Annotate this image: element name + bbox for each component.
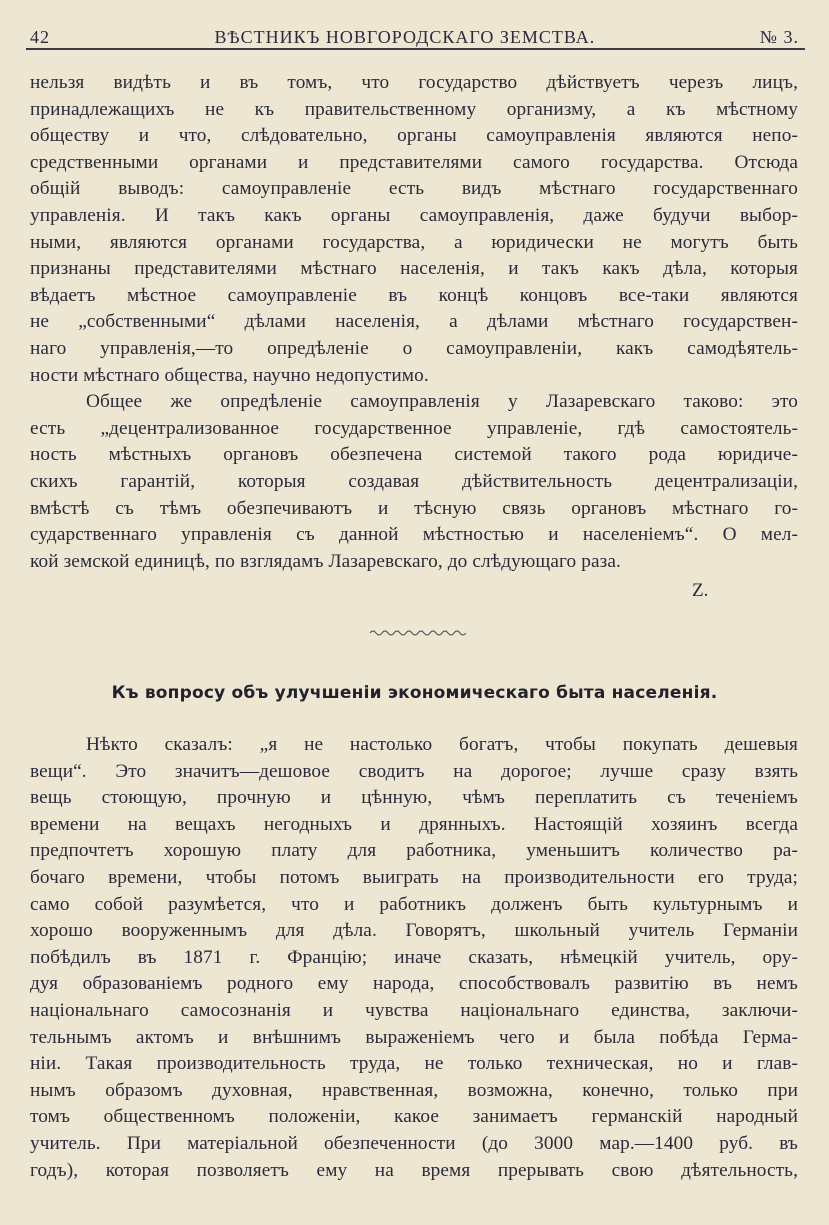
header-rule	[26, 48, 805, 50]
text-line: національнаго самосознанія и чувства національнаго единства, заключи-	[30, 999, 798, 1021]
text-line: Нѣкто сказалъ: „я не настолько богатъ, чтобы покупать дешевыя	[86, 734, 798, 755]
text-line: побѣдилъ въ 1871 г. Францію; иначе сказать, нѣмецкій учитель, ору-	[30, 946, 798, 968]
text-line: вещи“. Это значитъ—дешовое сводитъ на дорогое; лучше сразу взять	[30, 760, 798, 782]
text-line: томъ общественномъ положеніи, какое занимаетъ германскій народный	[30, 1106, 798, 1128]
text-line: принадлежащихъ не къ правительственному организму, а къ мѣстному	[30, 98, 798, 120]
text-line: нымъ образомъ духовная, нравственная, возможна, конечно, только при	[30, 1079, 798, 1101]
text-line: управленія. И такъ какъ органы самоуправленія, даже будучи выбор-	[30, 204, 798, 226]
text-line: ности мѣстнаго общества, научно недопустимо.	[30, 364, 429, 386]
text-line: Общее же опредѣленіе самоуправленія у Лазаревскаго таково: это	[86, 391, 798, 413]
text-line: ными, являются органами государства, а юридически не могутъ быть	[30, 231, 798, 253]
continued-text-block	[30, 70, 798, 575]
text-line: общій выводъ: самоуправленіе есть видъ мѣстнаго государственнаго	[30, 178, 798, 200]
journal-title: ВѢСТНИКЪ НОВГОРОДСКАГО ЗЕМСТВА.	[214, 27, 596, 47]
text-line: годъ), которая позволяетъ ему на время прерывать свою дѣятельность,	[30, 1159, 798, 1181]
page-number: 42	[30, 27, 50, 47]
section-divider-ornament	[368, 626, 466, 640]
text-line: нельзя видѣть и въ томъ, что государство дѣйствуетъ черезъ лицъ,	[30, 72, 798, 93]
text-line: признаны представителями мѣстнаго населенія, и такъ какъ дѣла, которыя	[30, 258, 798, 280]
text-line: кой земской единицѣ, по взглядамъ Лазаревскаго, до слѣдующаго раза.	[30, 550, 621, 572]
text-line: ность мѣстныхъ органовъ обезпечена системой такого рода юридиче-	[30, 444, 798, 466]
text-line: вѣдаетъ мѣстное самоуправленіе въ концѣ концовъ все-таки являются	[30, 284, 798, 306]
article-title: Къ вопросу объ улучшеніи экономическаго быта населенія.	[111, 683, 718, 703]
author-signature: Z.	[692, 580, 709, 601]
text-line: скихъ гарантій, которыя создавая дѣйствительность децентрализаціи,	[30, 470, 798, 492]
text-line: тельнымъ актомъ и внѣшнимъ выраженіемъ чего и была побѣда Герма-	[30, 1026, 798, 1048]
text-line: сударственнаго управленія съ данной мѣстностью и населеніемъ“. О мел-	[30, 524, 798, 546]
text-line: предпочтетъ хорошую плату для работника, уменьшитъ количество ра-	[30, 840, 798, 862]
text-line: бочаго времени, чтобы потомъ выиграть на производительности его труда;	[30, 866, 798, 888]
text-line: само собой разумѣется, что и работникъ долженъ быть культурнымъ и	[30, 893, 798, 915]
text-line: ніи. Такая производительность труда, не только техническая, но и глав-	[30, 1053, 798, 1075]
text-line: учитель. При матеріальной обезпеченности (до 3000 мар.—1400 руб. въ	[30, 1132, 798, 1154]
text-line: наго управленія,—то опредѣленіе о самоуправленіи, какъ самодѣятель-	[30, 337, 798, 359]
article-body	[30, 732, 798, 1184]
text-line: дуя образованіемъ родного ему народа, способствовалъ развитію въ немъ	[30, 973, 798, 995]
running-header	[30, 18, 799, 48]
text-line: вмѣстѣ съ тѣмъ обезпечиваютъ и тѣсную связь органовъ мѣстнаго го-	[30, 497, 798, 519]
text-line: обществу и что, слѣдовательно, органы самоуправленія являются непо-	[30, 125, 798, 147]
text-line: средственными органами и представителями самого государства. Отсюда	[30, 151, 798, 173]
issue-number: № 3.	[759, 27, 799, 47]
text-line: вещь стоющую, прочную и цѣнную, чѣмъ переплатить съ теченіемъ	[30, 787, 798, 809]
text-line: времени на вещахъ негодныхъ и дрянныхъ. Настоящій хозяинъ всегда	[30, 813, 798, 835]
text-line: не „собственными“ дѣлами населенія, а дѣлами мѣстнаго государствен-	[30, 311, 798, 333]
text-line: хорошо вооруженнымъ для дѣла. Говорятъ, школьный учитель Германіи	[30, 920, 798, 942]
text-line: есть „децентрализованное государственное управленіе, гдѣ самостоятель-	[30, 417, 798, 439]
